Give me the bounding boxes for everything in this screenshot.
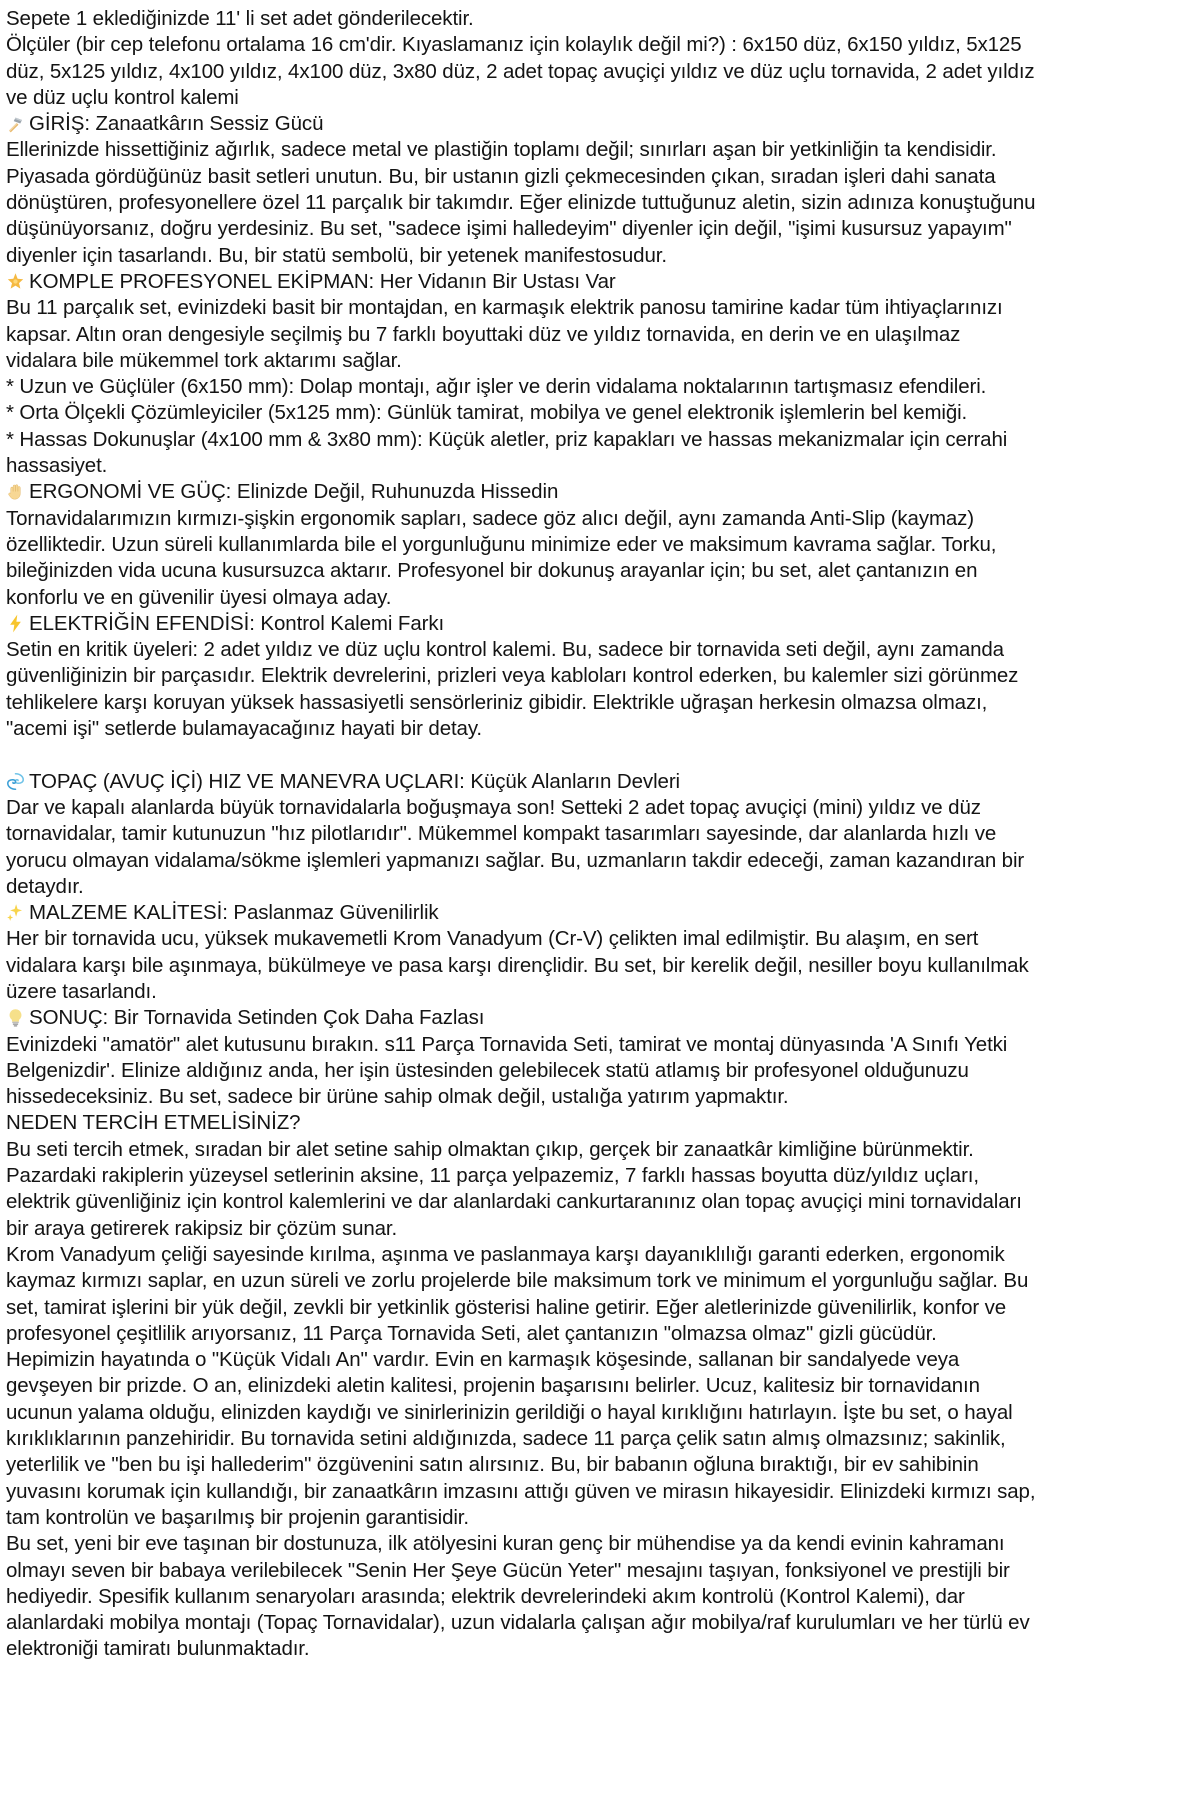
text: SONUÇ: Bir Tornavida Setinden Çok Daha Fazlası [29,1006,485,1030]
section-heading-conclusion_heading [6,1005,1036,1031]
section-heading-material_heading [6,900,1036,926]
text: Bu 11 parçalık set, evinizdeki basit bir montajdan, en karmaşık elektrik panosu tamirine kadar tüm ihtiyaçlarınızı kapsar. Altın oran dengesiyle seçilmiş bu 7 farklı boyuttaki düz ve yıldız tornavida, en derin ve en ulaşılmaz vidalara bile mükemmel tork aktarımı sağlar. [6,296,1003,372]
text: Tornavidalarımızın kırmızı-şişkin ergonomik sapları, sadece göz alıcı değil, aynı zamanda Anti-Slip (kaymaz) özelliktedir. Uzun süreli kullanımlarda bile el yorgunluğunu minimize eder ve maksimum kavrama sağlar. Torku, bileğinizden vida ucuna kusursuzca aktarır. Profesyonel bir dokunuş arayanlar için; bu set, alet çantanızın en konforlu ve en güvenilir üyesi olmaya aday. [6,506,997,609]
blank-line [6,742,1186,768]
section-heading-equipment_heading [6,269,1036,295]
sparkles-icon [6,903,25,922]
paragraph-measurements [6,32,1036,111]
light-bulb-icon [6,1008,25,1027]
paragraph-material_body [6,926,1036,1005]
text: GİRİŞ: Zanaatkârın Sessiz Gücü [29,112,324,136]
text: * Hassas Dokunuşlar (4x100 mm & 3x80 mm): Küçük aletler, priz kapakları ve hassas mekanizmalar için cerrahi hassasiyet. [6,427,1008,478]
paragraph-why_body_3 [6,1347,1036,1531]
text: ELEKTRİĞİN EFENDİSİ: Kontrol Kalemi Farkı [29,611,445,635]
paragraph-equipment_body [6,295,1036,374]
hammer-icon [6,114,25,133]
feature-bullet-bullet_long [6,374,1036,400]
section-heading-electric_heading [6,611,1036,637]
paragraph-conclusion_body [6,1032,1036,1111]
text: Dar ve kapalı alanlarda büyük tornavidalarla boğuşmaya son! Setteki 2 adet topaç avuçiçi (mini) yıldız ve düz tornavidalar, tamir kutunuzun "hız pilotlarıdır". Mükemmel kompakt tasarımları sayesinde, dar alanlarda hızlı ve yorucu olmayan vidalama/sökme işlemleri yapmanızı sağlar. Bu, uzmanların takdir edeceği, zaman kazandıran bir detaydır. [6,795,1025,898]
text: MALZEME KALİTESİ: Paslanmaz Güvenilirlik [29,901,439,925]
text: * Orta Ölçekli Çözümleyiciler (5x125 mm): Günlük tamirat, mobilya ve genel elektronik işlemlerin bel kemiği. [6,401,968,425]
text: Her bir tornavida ucu, yüksek mukavemetli Krom Vanadyum (Cr-V) çelikten imal edilmiştir. Bu alaşım, en sert vidalara karşı bile aşınmaya, bükülmeye ve pasa karşı dirençlidir. Bu set, bir kerelik değil, nesiller boyu kullanılmak üzere tasarlandı. [6,927,1029,1003]
text: Krom Vanadyum çeliği sayesinde kırılma, aşınma ve paslanmaya karşı dayanıklılığı garanti ederken, ergonomik kaymaz kırmızı saplar, en uzun süreli ve zorlu projelerde bile maksimum tork ve minimum el yorgunluğu sağlar. Bu set, tamirat işlerini bir yük değil, zevkli bir yetkinlik gösterisi haline getirir. Eğer aletlerinizde güvenilirlik, konfor ve profesyonel çeşitlilik arıyorsanız, 11 Parça Tornavida Seti, alet çantanızın "olmazsa olmaz" gizli gücüdür. [6,1242,1029,1345]
paragraph-intro_body [6,137,1036,268]
paragraph-why_body_4 [6,1531,1036,1662]
text: TOPAÇ (AVUÇ İÇİ) HIZ VE MANEVRA UÇLARI: Küçük Alanların Devleri [29,769,681,793]
paragraph-shipping_note [6,6,1036,32]
lightning-bolt-icon [6,614,25,633]
text: Sepete 1 eklediğinizde 11' li set adet gönderilecektir. [6,7,474,30]
text: * Uzun ve Güçlüler (6x150 mm): Dolap montajı, ağır işler ve derin vidalama noktalarının tartışmasız efendileri. [6,375,987,399]
paragraph-topac_body [6,795,1036,900]
text: Evinizdeki "amatör" alet kutusunu bırakın. s11 Parça Tornavida Seti, tamirat ve montaj dünyasında 'A Sınıfı Yetki Belgenizdir'. Elinize aldığınız anda, her işin üstesinden gelebilecek statü atlamış bir profesyonel olduğunuzu hissedeceksiniz. Bu set, sadece bir ürüne sahip olmak değil, ustalığa yatırım yapmaktır. [6,1032,1008,1109]
paragraph-why_body_2 [6,1242,1036,1347]
text: Hepimizin hayatında o "Küçük Vidalı An" vardır. Evin en karmaşık köşesinde, sallanan bir sandalyede veya gevşeyen bir prizde. O an, elinizdeki aletin kalitesi, projenin başarısını belirler. Ucuz, kalitesiz bir tornavidanın ucunun yalama olduğu, elinizden kaydığı ve sinirlerinizin gerildiği o hayal kırıklığını hatırlayın. İşte bu set, o hayal kırıklıklarının panzehiridir. Bu tornavida setini aldığınızda, sadece 11 parça çelik satın almış olmazsınız; sakinlik, yeterlilik ve "ben bu işi hallederim" özgüvenini satın alırsınız. Bu, bir babanın oğluna bıraktığı, bir ev sahibinin yuvasını korumak için kullandığı, bir zanaatkârın imzasını attığı güven ve mirasın hikayesidir. Elinizdeki kırmızı sap, tam kontrolün ve başarılmış bir projenin garantisidir. [6,1348,1036,1529]
feature-bullet-bullet_medium [6,400,1036,426]
section-heading-why_heading [6,1110,1036,1136]
star-icon [6,272,25,291]
text: Bu set, yeni bir eve taşınan bir dostunuza, ilk atölyesini kuran genç bir mühendise ya da kendi evinin kahramanı olmayı seven bir babaya verilebilecek "Senin Her Şeye Gücün Yeter" mesajını taşıyan, fonksiyonel ve prestijli bir hediyedir. Spesifik kullanım senaryoları arasında; elektrik devrelerindeki akım kontrolü (Kontrol Kalemi), dar alanlardaki mobilya montajı (Topaç Tornavidalar), uzun vidalarla çalışan ağır mobilya/raf kurulumları ve her türlü ev elektroniği tamiratı bulunmaktadır. [6,1532,1030,1661]
section-heading-intro_heading [6,111,1036,137]
paragraph-electric_body [6,637,1036,742]
text: Bu seti tercih etmek, sıradan bir alet setine sahip olmaktan çıkıp, gerçek bir zanaatkâr kimliğine bürünmektir. Pazardaki rakiplerin yüzeysel setlerinin aksine, 11 parça yelpazemiz, 7 farklı hassas boyutta düz/yıldız uçları, elektrik güvenliğiniz için kontrol kalemlerini ve dar alanlardaki cankurtaranınız olan topaç avuçiçi mini tornavidaları bir araya getirerek rakipsiz bir çözüm sunar. [6,1137,1022,1240]
text: Ölçüler (bir cep telefonu ortalama 16 cm'dir. Kıyaslamanız için kolaylık değil mi?) : 6x150 düz, 6x150 yıldız, 5x125 düz, 5x125 yıldız, 4x100 yıldız, 4x100 düz, 3x80 düz, 2 adet topaç avuçiçi yıldız ve düz uçlu tornavida, 2 adet yıldız ve düz uçlu kontrol kalemi [6,33,1035,109]
text: NEDEN TERCİH ETMELİSİNİZ? [6,1111,301,1135]
cyclone-icon [6,772,25,791]
raised-hand-icon [6,482,25,501]
text: ERGONOMİ VE GÜÇ: Elinizde Değil, Ruhunuzda Hissedin [29,480,559,504]
feature-bullet-bullet_precision [6,427,1036,480]
section-heading-topac_heading [6,769,1036,795]
text: Setin en kritik üyeleri: 2 adet yıldız ve düz uçlu kontrol kalemi. Bu, sadece bir tornavida seti değil, aynı zamanda güvenliğinizin bir parçasıdır. Elektrik devrelerini, prizleri veya kabloları kontrol ederken, bu kalemler sizi görünmez tehlikelere karşı koruyan yüksek hassasiyetli sensörleriniz gibidir. Elektrikle uğraşan herkesin olmazsa olmazı, "acemi işi" setlerde bulamayacağınız hayati bir detay. [6,638,1019,741]
text: Ellerinizde hissettiğiniz ağırlık, sadece metal ve plastiğin toplamı değil; sınırları aşan bir yetkinliğin ta kendisidir. Piyasada gördüğünüz basit setleri unutun. Bu, bir ustanın gizli çekmecesinden çıkan, sıradan işleri dahi sanata dönüştüren, profesyonellere özel 11 parçalık bir takımdır. Eğer elinizde tuttuğunuz aletin, sizin adınıza konuştuğunu düşünüyorsanız, doğru yerdesiniz. Bu set, "sadece işimi halledeyim" diyenler için değil, "işimi kusursuz yapayım" diyenler için tasarlandı. Bu, bir statü sembolü, bir yetenek manifestosudur. [6,138,1036,267]
section-heading-ergonomics_heading [6,479,1036,505]
paragraph-ergonomics_body [6,506,1036,611]
paragraph-why_body_1 [6,1137,1036,1242]
text: KOMPLE PROFESYONEL EKİPMAN: Her Vidanın Bir Ustası Var [29,269,616,293]
